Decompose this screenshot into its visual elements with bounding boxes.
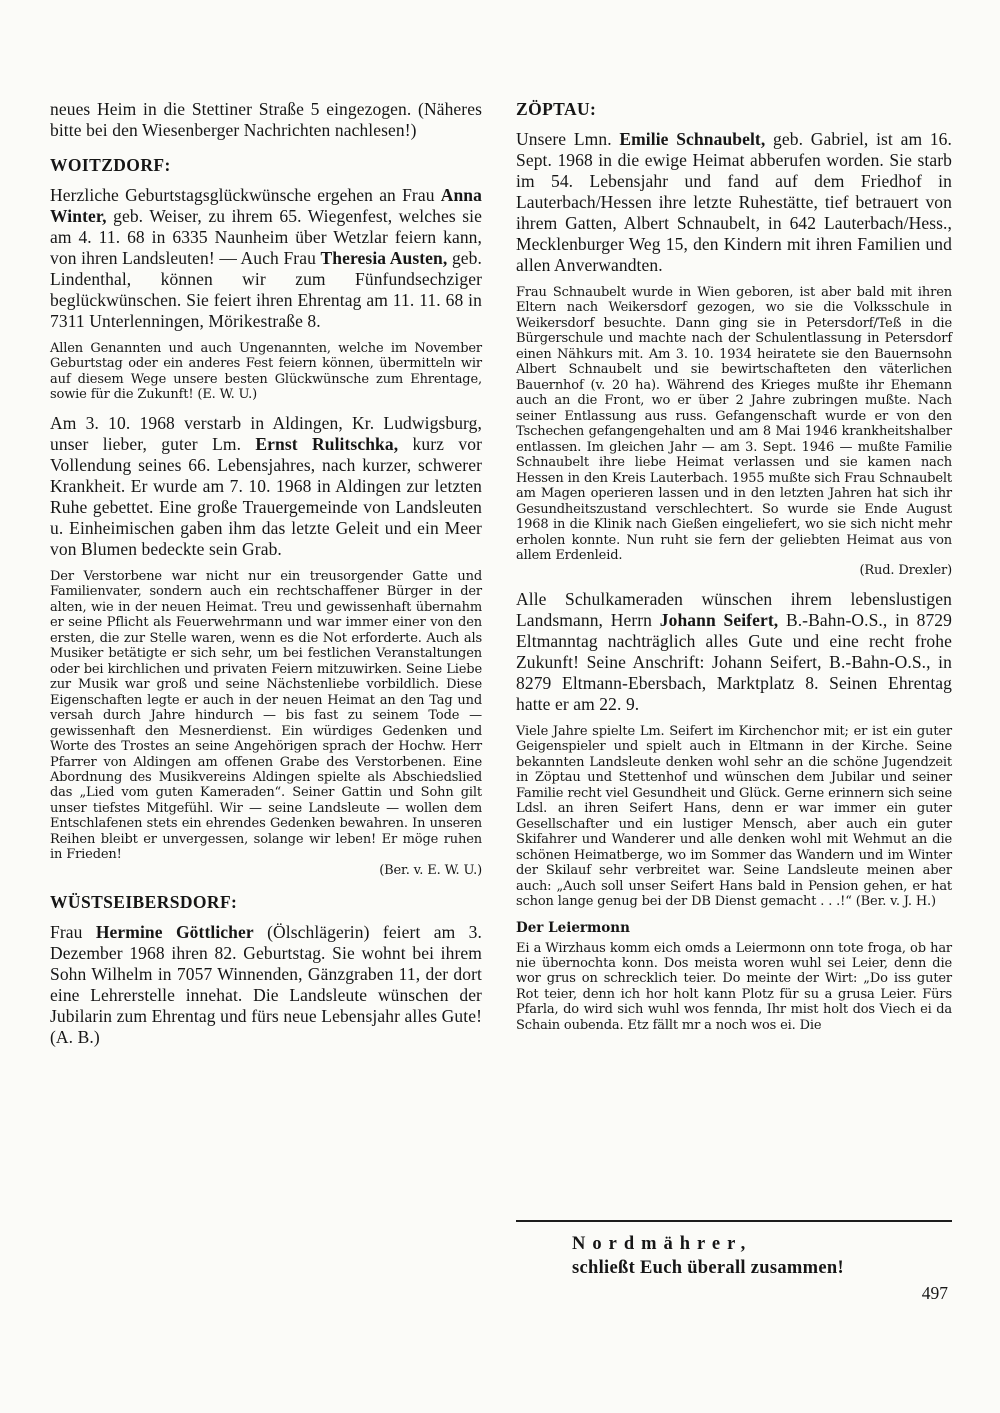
person-name-hermine-goettlicher: Hermine Göttlicher — [95, 922, 254, 943]
divider-rule — [516, 1220, 952, 1222]
text-run: geb. Weiser, zu ihrem 65. Wiegenfest, welches sie am 4. 11. 68 in 6335 Naunheim über Wetzlar feiern kann, von ihren Landsleuten! — Auch Frau — [50, 206, 482, 268]
left-column — [50, 99, 482, 1057]
section-heading-woitzdorf: WOITZDORF: — [50, 155, 171, 175]
paragraph-goettlicher-birthday — [50, 922, 482, 1048]
attribution-line: (Rud. Drexler) — [859, 563, 952, 579]
paragraph-obituary-schnaubelt — [516, 129, 952, 276]
text-run: Frau — [50, 922, 96, 943]
text-run: (Ölschlägerin) feiert am 3. Dezember 1968 ihren 82. Geburtstag. Sie wohnt bei ihrem Sohn Wilhelm in 7057 Winnenden, Gänzgraben 11, der dort eine Lehrerstelle innehat. Die Landsleute wünschen der Jubilarin zum Ehrentag und fürs neue Lebensjahr alles Gute! (A. B.) — [50, 922, 482, 1048]
section-heading-zoeptau: ZÖPTAU: — [516, 99, 597, 119]
slogan-line-1: Nordmährer, — [572, 1234, 753, 1254]
text-run: geb. Lindenthal, können wir zum Fünfundsechziger beglückwünschen. Sie feiert ihren Ehrentag am 11. 11. 68 in 7311 Unterlenningen, Mörikestraße 8. — [50, 248, 482, 331]
slogan-line-2: schließt Euch überall zusammen! — [572, 1258, 844, 1278]
subheading-der-leiermonn: Der Leiermonn — [516, 919, 630, 936]
paragraph-congratulations-note — [50, 341, 482, 403]
text-run: Am 3. 10. 1968 verstarb in Aldingen, Kr. Ludwigsburg, unser lieber, guter Lm. — [50, 412, 482, 454]
text-run: Alle Schulkameraden wünschen ihrem lebenslustigen Landsmann, Herrn — [516, 588, 952, 630]
text-run: Allen Genannten und auch Ungenannten, welche im November Geburtstag oder ein anderes Fest feiern können, übermitteln wir auf diesem Wege unsere besten Glückwünsche zum Ehrentage, sowie für die Zukunft! (E. W. U.) — [50, 341, 482, 403]
paragraph-seifert-detail — [516, 724, 952, 910]
section-heading-wuestseibersdorf: WÜSTSEIBERSDORF: — [50, 892, 238, 913]
person-name-emilie-schnaubelt: Emilie Schnaubelt, — [619, 129, 766, 149]
text-run: neues Heim in die Stettiner Straße 5 eingezogen. (Näheres bitte bei den Wiesenberger Nachrichten nachlesen!) — [50, 99, 482, 140]
two-column-layout — [50, 99, 952, 1057]
attribution-line: (Ber. v. E. W. U.) — [379, 862, 482, 878]
text-run: Ei a Wirzhaus komm eich omds a Leiermonn onn tote froga, ob har nie übernochta konn. Dos meista woren wuhl sei Leier, denn die wor grus on schrecklich teier. Do meinte der Wirt: „Do iss guter Rot teier, denn ich hor holt kann Plotz für su a grusa Leier. Fürs Pfarla, do wird sich wuhl wos fennda, Ihr mist holt dos Viech ei da Schain oubenda. Etz fällt mr a noch wos ei. Die — [516, 940, 952, 1033]
person-name-johann-seifert: Johann Seifert, — [659, 609, 779, 630]
right-column — [516, 99, 952, 1057]
paragraph-schnaubelt-biography — [516, 285, 952, 579]
person-name-theresia-austen: Theresia Austen, — [320, 248, 448, 268]
text-run: Unsere Lmn. — [516, 129, 620, 149]
text-run: Der Verstorbene war nicht nur ein treusorgender Gatte und Familienvater, sondern auch ein rechtschaffener Bürger in der alten, wie in der neuen Heimat. Treu und gewissenhaft übernahm er seine Pflicht als Feuerwehrmann und war immer einer von den ersten, die zur Stelle waren, wenn es die Not erforderte. Auch als Musiker betätigte er sich sehr, um bei festlichen Veranstaltungen oder bei kirchlichen und privaten Feiern mitzuwirken. Seine Liebe zur Musik war groß und seine Nächstenliebe vorbildlich. Diese Eigenschaften legte er auch in der neuen Heimat an den Tag und versah durch Jahre hindurch — bis fast zu seinem Tode — gewissenhaft den Mesnerdienst. Ein würdiges Gedenken und Worte des Trostes an seine Angehörigen sprach der Hochw. Herr Pfarrer von Aldingen am offenen Grabe des Verstorbenen. Eine Abordnung des Musikvereins Aldingen spielte als Abschiedslied das „Lied vom guten Kameraden“. Seiner Gattin und Sohn gilt unser tiefstes Mitgefühl. Wir — seine Landsleute — wollen dem Entschlafenen stets ein ehrendes Gedenken bewahren. In unseren Reihen bleibt er unvergessen, solange wir leben! Er möge ruhen in Frieden! — [50, 568, 482, 863]
page-number: 497 — [921, 1283, 948, 1303]
text-run: geb. Gabriel, ist am 16. Sept. 1968 in die ewige Heimat abberufen worden. Sie starb im 54. Lebensjahr und fand auf dem Friedhof in Lauterbach/Hessen ihre letzte Ruhestätte, tief betrauert von ihrem Gatten, Albert Schnaubelt, in 642 Lauterbach/Hess., Mecklenburger Weg 15, den Kindern mit ihren Familien und allen Anverwandten. — [516, 129, 953, 275]
text-run: Frau Schnaubelt wurde in Wien geboren, ist aber bald mit ihren Eltern nach Weikersdorf gezogen, wo sie die Volksschule in Weikersdorf besuchte. Dann ging sie in Petersdorf/Teß in die Bürgerschule und machte nach der Schulentlassung in Petersdorf einen Nähkurs mit. Am 3. 10. 1934 heiratete sie den Bauernsohn Albert Schnaubelt und sie bewirtschafteten den väterlichen Bauernhof (v. 20 ha). Während des Krieges mußte ihr Ehemann auch an die Front, wo er über 2 Jahre zubringen mußte. Nach seiner Entlassung aus russ. Gefangenschaft wurde er von den Tschechen gefangengehalten und am 8 Mai 1946 krankheitshalber entlassen. Im gleichen Jahr — am 3. Sept. 1946 — mußte Familie Schnaubelt ihre liebe Heimat verlassen und sie kamen nach Hessen in den Kreis Lauterbach. 1955 mußte sich Frau Schnaubelt am Magen operieren lassen und in den letzten Jahren hat sich ihr Gesundheitszustand verschlechtert. So wurde sie Ende August 1968 in die Klinik nach Gießen eingeliefert, wo sie sich nicht mehr erholen konnte. Nun ruht sie fern der geliebten Heimat aus von allem Erdenleid. — [516, 285, 952, 563]
paragraph-birthday-wishes — [50, 185, 482, 332]
person-name-anna-winter: Anna Winter, — [50, 185, 482, 226]
footer-slogan-block — [516, 1220, 952, 1279]
text-run: Viele Jahre spielte Lm. Seifert im Kirchenchor mit; er ist ein guter Geigenspieler und spielt auch in Eltmann in der Kirche. Seine bekannten Landsleute denken wohl sehr an die schöne Jugendzeit in Zöptau und Stettenhof und wünschen dem Jubilar und seiner Familie recht viel Gesundheit und Glück. Gerne erinnern sich seine Ldsl. an ihren Seifert Hans, denn er war immer ein guter Gesellschafter und ein lustiger Mensch, aber auch ein guter Skifahrer und Wanderer und alle denken wohl mit Wehmut an die schönen Heimatberge, wo im Sommer das Wandern und im Winter der Skilauf sehr verbreitet war. Seine Landsleute meinen aber auch: „Auch soll unser Seifert Hans bald in Pension gehen, er hat schon lange genug bei der DB Dienst gemacht . . .!“ (Ber. v. J. H.) — [516, 723, 952, 910]
paragraph-leiermonn-story — [516, 941, 952, 1034]
paragraph-obituary-rulitschka — [50, 413, 482, 560]
text-run: kurz vor Vollendung seines 66. Lebensjahres, nach kurzer, schwerer Krankheit. Er wurde am 7. 10. 1968 in Aldingen zur letzten Ruhe gebettet. Eine große Trauergemeinde von Landsleuten u. Einheimischen gaben ihm das letzte Geleit und ein Meer von Blumen bedeckte sein Grab. — [50, 433, 483, 559]
paragraph-seifert-congratulation — [516, 589, 952, 715]
text-run: Herzliche Geburtstagsglückwünsche ergehen an Frau — [50, 185, 441, 205]
paragraph-obituary-detail — [50, 569, 482, 878]
text-run: B.-Bahn-O.S., in 8729 Eltmanntag nachträglich alles Gute und eine recht frohe Zukunft! Seine Anschrift: Johann Seifert, B.-Bahn-O.S., in 8279 Eltmann-Ebersbach, Marktplatz 8. Seinen Ehrentag hatte er am 22. 9. — [516, 609, 952, 714]
paragraph-continuation — [50, 99, 482, 141]
person-name-ernst-rulitschka: Ernst Rulitschka, — [255, 433, 399, 454]
